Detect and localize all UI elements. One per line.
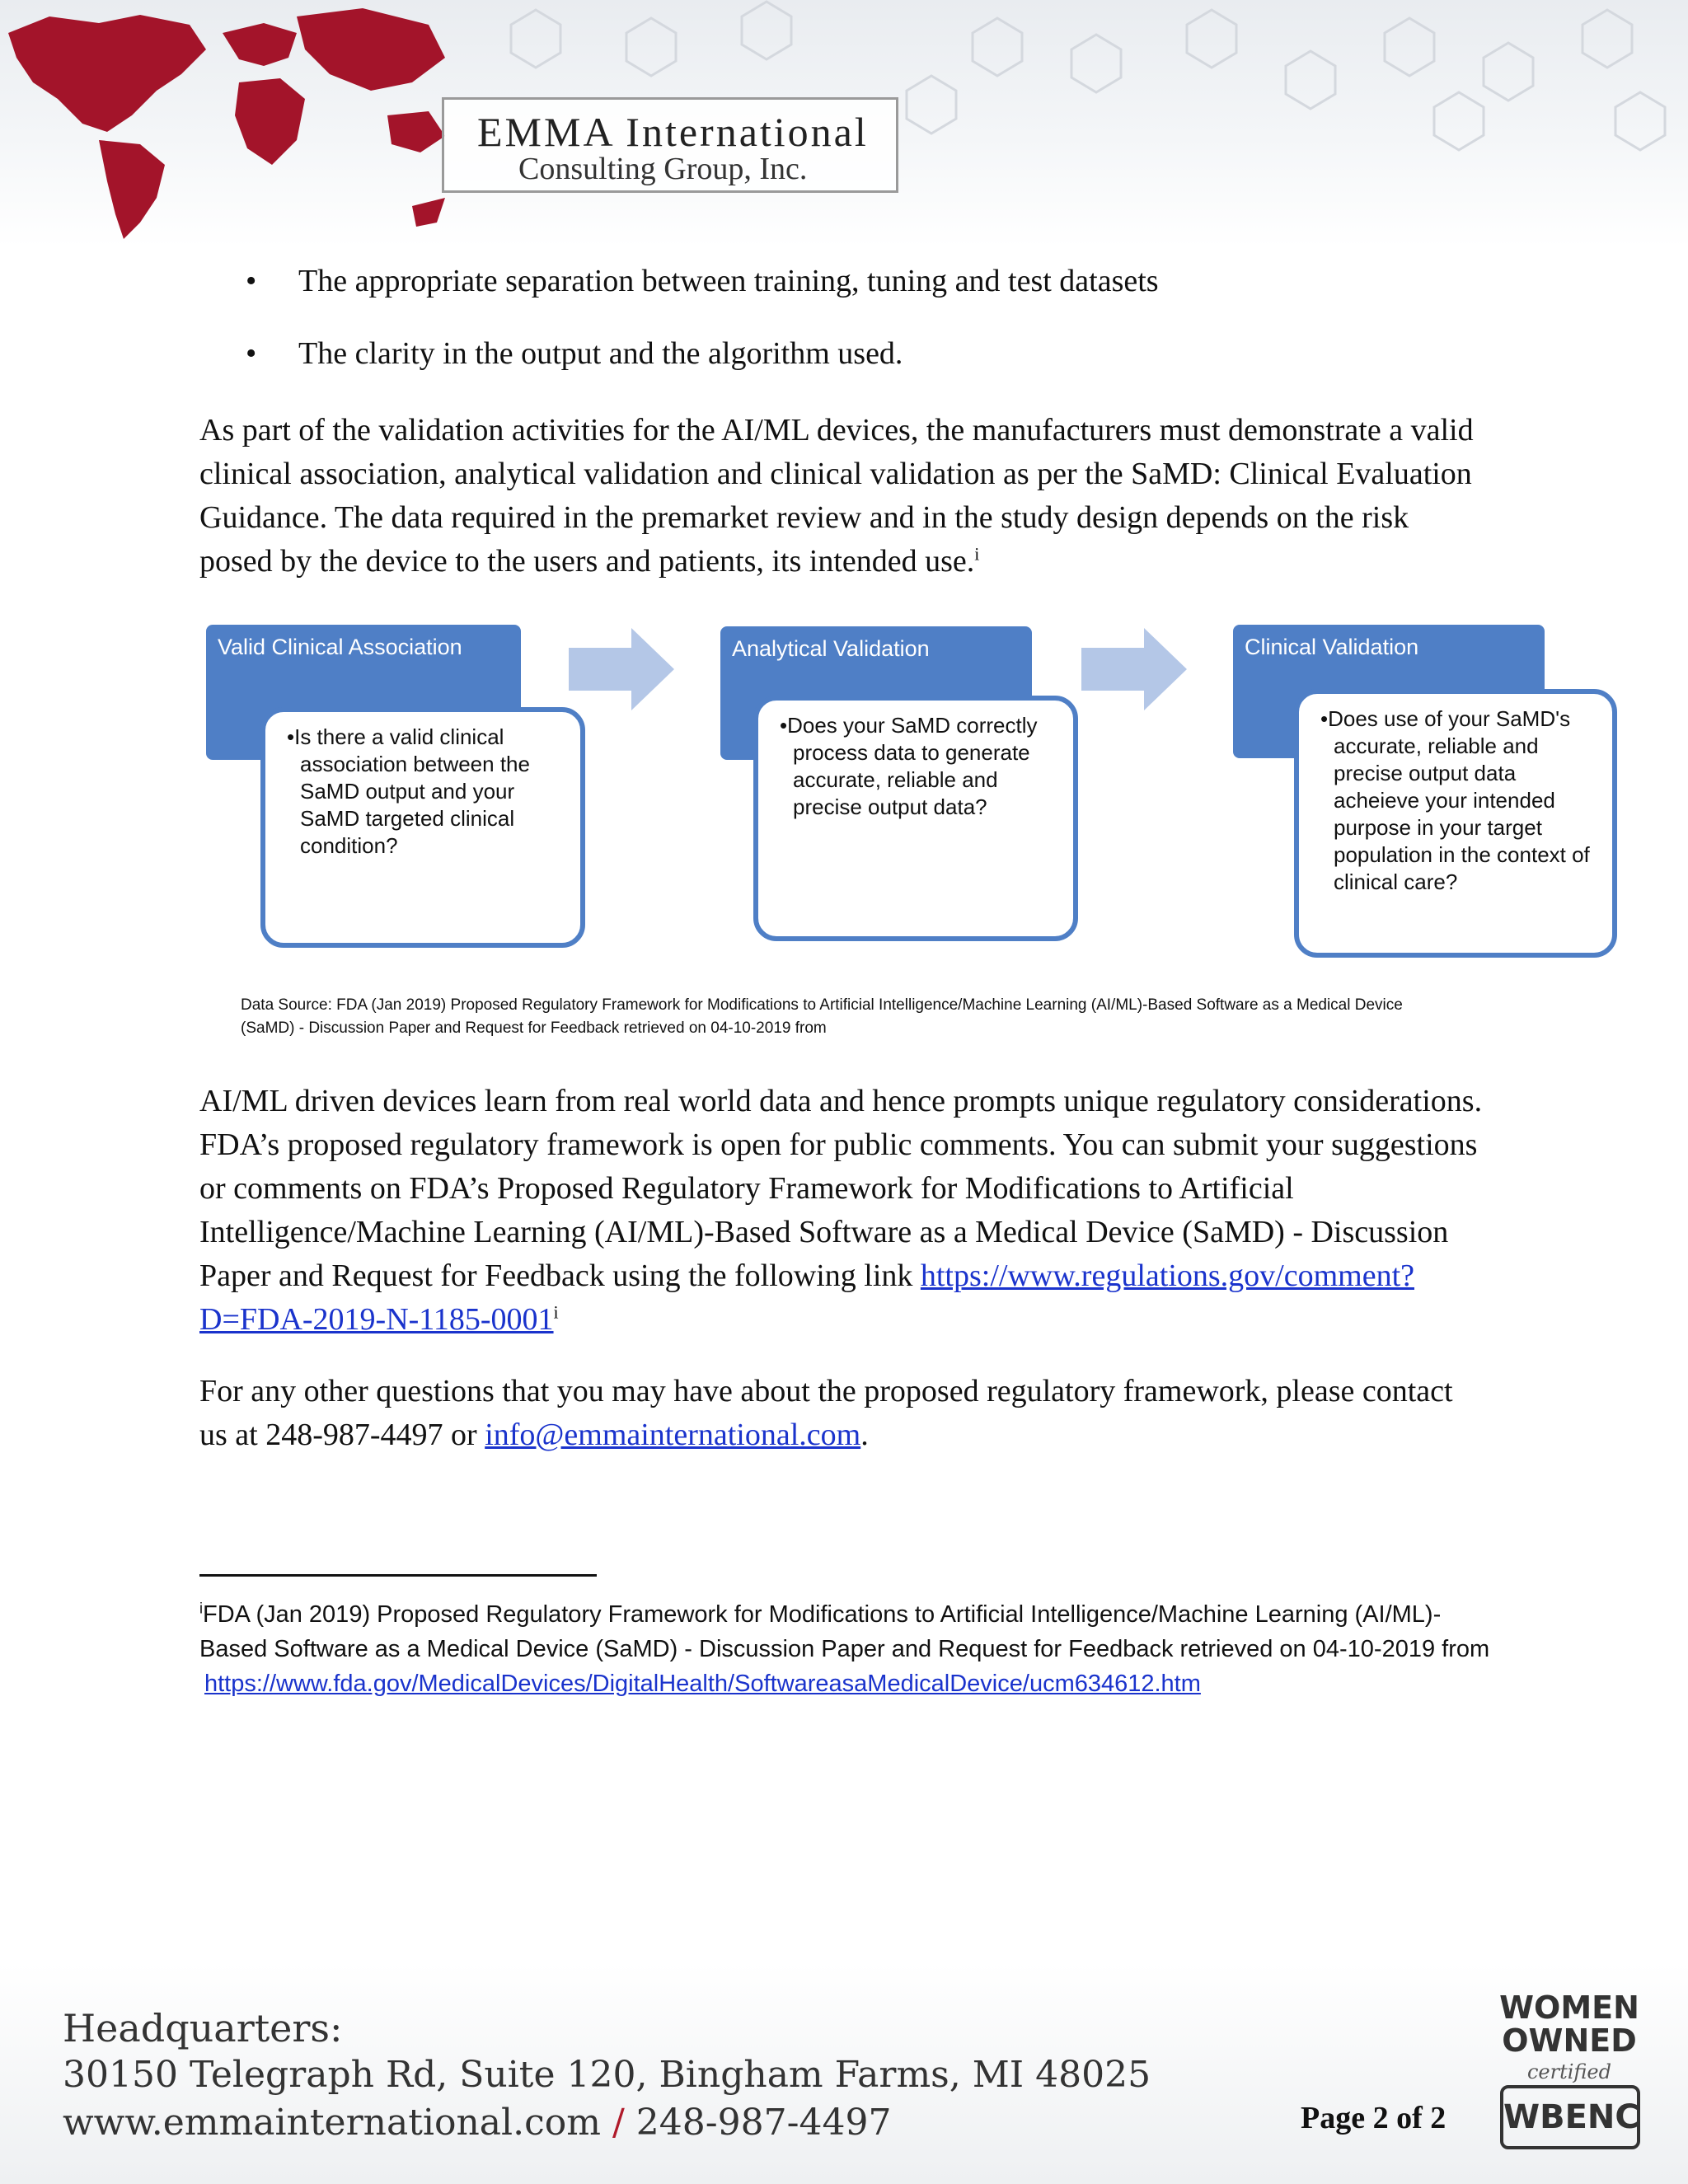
separator: / <box>612 2102 625 2144</box>
step-detail-clinical-validation <box>1294 689 1617 958</box>
footnote-mark: i <box>199 1600 203 1617</box>
footnote <box>199 1597 1493 1701</box>
badge-line: WBENC <box>1500 2085 1640 2149</box>
wbenc-badge <box>1489 1990 1650 2164</box>
arrow-right-icon <box>1081 628 1189 710</box>
step-detail-text: •Does your SaMD correctly process data to generate accurate, reliable and precise output data? <box>780 713 1038 819</box>
bullet-list <box>239 262 1159 407</box>
email-link[interactable]: info@emmainternational.com <box>485 1418 861 1452</box>
paragraph-validation <box>199 409 1485 583</box>
step-detail-valid-clinical-association <box>260 707 585 948</box>
step-title: Valid Clinical Association <box>218 635 462 659</box>
company-logo <box>442 97 898 193</box>
paragraph-text: As part of the validation activities for the AI/ML devices, the manufacturers must demonstrate a valid clinical association, analytical validation and clinical validation as per the SaMD: Clinical Evaluation Guidance. The data required in the premarket review and in the study design depends on the risk posed by the device to the users and patients, its intended use. <box>199 413 1474 579</box>
company-name: EMMA International <box>477 109 869 155</box>
world-map-logo-icon <box>0 0 462 247</box>
footer-contact <box>63 2102 891 2144</box>
paragraph-text: For any other questions that you may have about the proposed regulatory framework, please contact us at 248-987-4497 or <box>199 1374 1453 1452</box>
step-detail-text: •Does use of your SaMD's accurate, reliable and precise output data acheieve your intended purpose in your target population in the context of clinical care? <box>1320 706 1590 894</box>
step-detail-analytical-validation <box>753 696 1078 941</box>
validation-process-diagram <box>0 610 1688 972</box>
footnote-mark: i <box>553 1301 559 1323</box>
page-header <box>0 0 1688 247</box>
footnote-text: FDA (Jan 2019) Proposed Regulatory Framework for Modifications to Artificial Intelligence/Machine Learning (AI/ML)-Based Software as a Medical Device (SaMD) - Discussion Paper and Request for Feedback retrieved on 04-10-2019 from <box>199 1601 1490 1662</box>
list-item: • The appropriate separation between training, tuning and test datasets <box>239 262 1159 300</box>
badge-line: OWNED <box>1502 2022 1637 2059</box>
footnote-mark: i <box>974 543 980 565</box>
step-detail-text: •Is there a valid clinical association between the SaMD output and your SaMD targeted clinical condition? <box>287 724 530 858</box>
footnote-divider <box>199 1574 597 1577</box>
arrow-right-icon <box>569 628 676 710</box>
badge-line: WOMEN <box>1499 1990 1639 2026</box>
website: www.emmainternational.com <box>63 2102 601 2144</box>
regulations-gov-link[interactable]: https://www.regulations.gov/comment?D=FDA-2019-N-1185-0001 <box>199 1258 1414 1337</box>
headquarters-address: 30150 Telegraph Rd, Suite 120, Bingham Farms, MI 48025 <box>63 2054 1151 2096</box>
step-title: Clinical Validation <box>1245 635 1419 659</box>
page-number: Page 2 of 2 <box>1301 2101 1447 2135</box>
page-footer <box>0 1963 1688 2184</box>
paragraph-end: . <box>860 1418 869 1452</box>
company-subtitle: Consulting Group, Inc. <box>518 152 808 186</box>
paragraph-text: AI/ML driven devices learn from real world data and hence prompts unique regulatory considerations. FDA’s proposed regulatory framework is open for public comments. You can submit your suggestions or comments on FDA’s Proposed Regulatory Framework for Modifications to Artificial Intelligence/Machine Learning (AI/ML)-Based Software as a Medical Device (SaMD) - Discussion Paper and Request for Feedback using the following link <box>199 1084 1483 1293</box>
step-title: Analytical Validation <box>732 636 930 661</box>
badge-line: certified <box>1526 2060 1611 2083</box>
fda-source-link[interactable]: https://www.fda.gov/MedicalDevices/DigitalHealth/SoftwareasaMedicalDevice/ucm634612.htm <box>204 1671 1201 1697</box>
paragraph-public-comments <box>199 1080 1485 1342</box>
phone: 248-987-4497 <box>635 2102 892 2144</box>
paragraph-contact <box>199 1370 1485 1457</box>
diagram-source-note: Data Source: FDA (Jan 2019) Proposed Regulatory Framework for Modifications to Artificial Intelligence/Machine Learning (AI/ML)-Based Software as a Medical Device (SaMD) - Discussion Paper and Request for Feedback retrieved on 04-10-2019 from <box>241 996 1403 1037</box>
headquarters-label: Headquarters: <box>63 2006 343 2050</box>
list-item: • The clarity in the output and the algorithm used. <box>239 335 1159 373</box>
